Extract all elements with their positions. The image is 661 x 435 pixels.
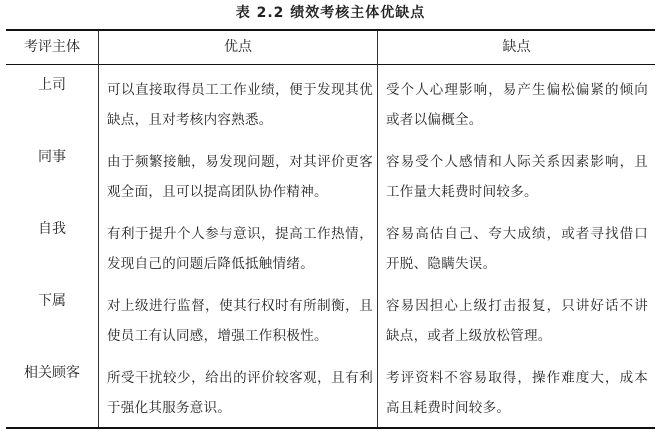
table-row — [6, 209, 655, 281]
header-pros: 优点 — [224, 39, 252, 55]
row-subject: 同事 — [38, 149, 66, 165]
table-bottom-rule — [6, 427, 655, 429]
header-cons: 缺点 — [502, 39, 531, 55]
table-row — [6, 65, 655, 137]
row-subject: 自我 — [38, 221, 66, 237]
table-row — [6, 137, 655, 209]
row-cons: 受个人心理影响，易产生偏松偏紧的倾向或者以偏概全。 — [386, 82, 648, 128]
table-title: 表 2.2 绩效考核主体优缺点 — [235, 5, 426, 21]
header-subject: 考评主体 — [24, 39, 80, 55]
row-cons: 考评资料不容易取得，操作难度大，成本高且耗费时间较多。 — [386, 370, 648, 416]
row-subject: 下属 — [38, 293, 66, 309]
row-subject: 相关顾客 — [24, 365, 80, 381]
table-row — [6, 353, 655, 425]
row-pros: 对上级进行监督，使其行权时有所制衡，且使员工有认同感，增强工作积极性。 — [107, 298, 373, 344]
row-pros: 可以直接取得员工工作业绩，便于发现其优缺点，且对考核内容熟悉。 — [107, 82, 373, 128]
row-cons: 容易高估自己、夸大成绩，或者寻找借口开脱、隐瞒失误。 — [386, 226, 648, 272]
table-row — [6, 281, 655, 353]
row-pros: 所受干扰较少，给出的评价较客观，且有利于强化其服务意识。 — [107, 370, 373, 416]
row-cons: 容易因担心上级打击报复，只讲好话不讲缺点，或者上级放松管理。 — [386, 298, 648, 344]
row-pros: 有利于提升个人参与意识，提高工作热情，发现自己的问题后降低抵触情绪。 — [107, 226, 373, 272]
row-subject: 上司 — [38, 77, 66, 93]
row-pros: 由于频繁接触，易发现问题，对其评价更客观全面，且可以提高团队协作精神。 — [107, 154, 373, 200]
row-cons: 容易受个人感情和人际关系因素影响，且工作量大耗费时间较多。 — [386, 154, 648, 200]
